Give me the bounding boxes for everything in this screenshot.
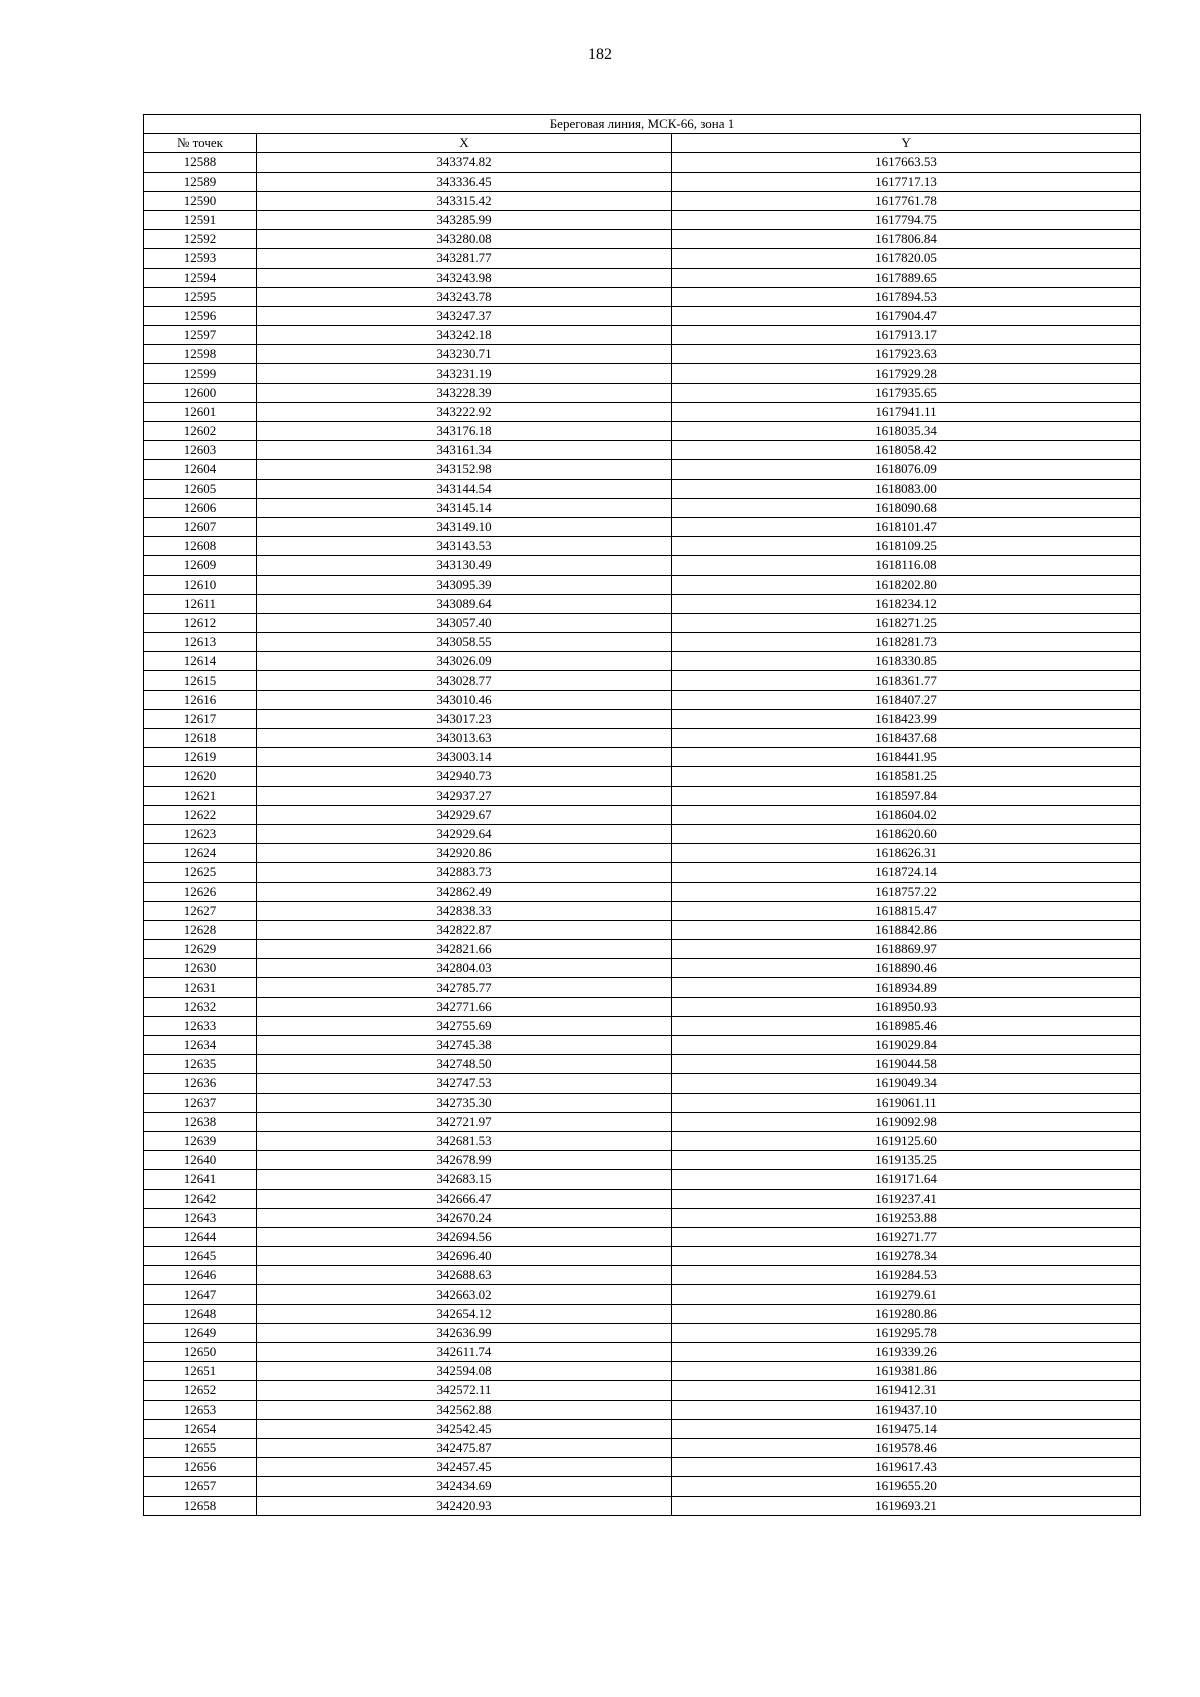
cell-x: 343280.08	[257, 230, 672, 249]
cell-y: 1619693.21	[672, 1496, 1141, 1515]
cell-x: 343374.82	[257, 153, 672, 172]
header-point-number: № точек	[144, 134, 257, 153]
cell-x: 342937.27	[257, 786, 672, 805]
cell-x: 342745.38	[257, 1036, 672, 1055]
cell-x: 343010.46	[257, 690, 672, 709]
cell-y: 1618581.25	[672, 767, 1141, 786]
cell-point-number: 12637	[144, 1093, 257, 1112]
cell-y: 1617663.53	[672, 153, 1141, 172]
cell-point-number: 12604	[144, 460, 257, 479]
cell-y: 1619049.34	[672, 1074, 1141, 1093]
cell-y: 1618934.89	[672, 978, 1141, 997]
cell-point-number: 12622	[144, 805, 257, 824]
cell-point-number: 12608	[144, 537, 257, 556]
cell-y: 1618815.47	[672, 901, 1141, 920]
cell-x: 342654.12	[257, 1304, 672, 1323]
table-row	[144, 844, 1141, 863]
cell-y: 1618724.14	[672, 863, 1141, 882]
cell-x: 343057.40	[257, 613, 672, 632]
cell-x: 343176.18	[257, 422, 672, 441]
table-row	[144, 709, 1141, 728]
cell-x: 342822.87	[257, 920, 672, 939]
cell-x: 342542.45	[257, 1419, 672, 1438]
cell-x: 343149.10	[257, 517, 672, 536]
cell-x: 343003.14	[257, 748, 672, 767]
cell-point-number: 12626	[144, 882, 257, 901]
cell-y: 1619237.41	[672, 1189, 1141, 1208]
cell-y: 1619284.53	[672, 1266, 1141, 1285]
cell-y: 1618842.86	[672, 920, 1141, 939]
cell-y: 1617894.53	[672, 287, 1141, 306]
cell-y: 1617889.65	[672, 268, 1141, 287]
cell-point-number: 12614	[144, 652, 257, 671]
table-row	[144, 863, 1141, 882]
cell-x: 342666.47	[257, 1189, 672, 1208]
cell-point-number: 12628	[144, 920, 257, 939]
cell-y: 1618090.68	[672, 498, 1141, 517]
cell-x: 343095.39	[257, 575, 672, 594]
cell-point-number: 12612	[144, 613, 257, 632]
table-row	[144, 633, 1141, 652]
table-row	[144, 249, 1141, 268]
cell-point-number: 12642	[144, 1189, 257, 1208]
table-row	[144, 1400, 1141, 1419]
cell-point-number: 12592	[144, 230, 257, 249]
cell-x: 343222.92	[257, 402, 672, 421]
cell-point-number: 12597	[144, 326, 257, 345]
cell-y: 1618109.25	[672, 537, 1141, 556]
table-caption: Береговая линия, МСК-66, зона 1	[144, 115, 1141, 134]
cell-point-number: 12636	[144, 1074, 257, 1093]
cell-point-number: 12646	[144, 1266, 257, 1285]
cell-y: 1617904.47	[672, 306, 1141, 325]
cell-point-number: 12607	[144, 517, 257, 536]
cell-y: 1618985.46	[672, 1016, 1141, 1035]
cell-x: 343130.49	[257, 556, 672, 575]
cell-x: 342929.64	[257, 824, 672, 843]
table-row	[144, 191, 1141, 210]
cell-point-number: 12627	[144, 901, 257, 920]
cell-y: 1618869.97	[672, 940, 1141, 959]
table-row	[144, 1227, 1141, 1246]
cell-point-number: 12638	[144, 1112, 257, 1131]
cell-x: 343230.71	[257, 345, 672, 364]
table-row	[144, 1304, 1141, 1323]
cell-y: 1617913.17	[672, 326, 1141, 345]
table-row	[144, 767, 1141, 786]
table-row	[144, 959, 1141, 978]
cell-y: 1619655.20	[672, 1477, 1141, 1496]
table-row	[144, 1093, 1141, 1112]
cell-x: 342683.15	[257, 1170, 672, 1189]
cell-x: 342785.77	[257, 978, 672, 997]
cell-y: 1618950.93	[672, 997, 1141, 1016]
cell-y: 1619029.84	[672, 1036, 1141, 1055]
cell-point-number: 12595	[144, 287, 257, 306]
table-row	[144, 460, 1141, 479]
cell-x: 342636.99	[257, 1323, 672, 1342]
table-row	[144, 402, 1141, 421]
cell-y: 1619475.14	[672, 1419, 1141, 1438]
table-row	[144, 1477, 1141, 1496]
cell-point-number: 12625	[144, 863, 257, 882]
cell-point-number: 12606	[144, 498, 257, 517]
cell-point-number: 12633	[144, 1016, 257, 1035]
cell-point-number: 12641	[144, 1170, 257, 1189]
cell-point-number: 12657	[144, 1477, 257, 1496]
cell-x: 342920.86	[257, 844, 672, 863]
table-row	[144, 306, 1141, 325]
table-row	[144, 1131, 1141, 1150]
table-row	[144, 210, 1141, 229]
cell-y: 1619339.26	[672, 1343, 1141, 1362]
cell-y: 1618361.77	[672, 671, 1141, 690]
cell-x: 343281.77	[257, 249, 672, 268]
cell-point-number: 12644	[144, 1227, 257, 1246]
cell-x: 342771.66	[257, 997, 672, 1016]
table-header-row	[144, 134, 1141, 153]
table-row	[144, 326, 1141, 345]
cell-x: 342457.45	[257, 1458, 672, 1477]
table-row	[144, 748, 1141, 767]
cell-x: 342821.66	[257, 940, 672, 959]
cell-y: 1619280.86	[672, 1304, 1141, 1323]
cell-point-number: 12650	[144, 1343, 257, 1362]
table-row	[144, 287, 1141, 306]
table-row	[144, 1343, 1141, 1362]
table-row	[144, 441, 1141, 460]
cell-y: 1617935.65	[672, 383, 1141, 402]
cell-y: 1619578.46	[672, 1438, 1141, 1457]
cell-x: 343145.14	[257, 498, 672, 517]
table-row	[144, 786, 1141, 805]
cell-point-number: 12621	[144, 786, 257, 805]
cell-point-number: 12647	[144, 1285, 257, 1304]
cell-x: 342681.53	[257, 1131, 672, 1150]
table-row	[144, 882, 1141, 901]
cell-x: 342735.30	[257, 1093, 672, 1112]
table-row	[144, 172, 1141, 191]
cell-y: 1619412.31	[672, 1381, 1141, 1400]
cell-x: 342434.69	[257, 1477, 672, 1496]
cell-x: 342721.97	[257, 1112, 672, 1131]
header-y: Y	[672, 134, 1141, 153]
table-body	[144, 153, 1141, 1515]
cell-point-number: 12613	[144, 633, 257, 652]
cell-x: 343228.39	[257, 383, 672, 402]
cell-point-number: 12598	[144, 345, 257, 364]
cell-point-number: 12594	[144, 268, 257, 287]
cell-x: 343243.78	[257, 287, 672, 306]
cell-point-number: 12634	[144, 1036, 257, 1055]
cell-x: 342475.87	[257, 1438, 672, 1457]
table-row	[144, 1285, 1141, 1304]
cell-point-number: 12591	[144, 210, 257, 229]
cell-y: 1618423.99	[672, 709, 1141, 728]
cell-point-number: 12611	[144, 594, 257, 613]
table-row	[144, 901, 1141, 920]
cell-y: 1618620.60	[672, 824, 1141, 843]
cell-point-number: 12632	[144, 997, 257, 1016]
cell-x: 343242.18	[257, 326, 672, 345]
cell-y: 1619253.88	[672, 1208, 1141, 1227]
cell-y: 1618035.34	[672, 422, 1141, 441]
cell-point-number: 12624	[144, 844, 257, 863]
cell-x: 342755.69	[257, 1016, 672, 1035]
cell-y: 1618626.31	[672, 844, 1141, 863]
cell-x: 342663.02	[257, 1285, 672, 1304]
cell-y: 1619092.98	[672, 1112, 1141, 1131]
cell-x: 343336.45	[257, 172, 672, 191]
table-row	[144, 1496, 1141, 1515]
table-row	[144, 575, 1141, 594]
table-row	[144, 498, 1141, 517]
table-row	[144, 153, 1141, 172]
table-row	[144, 1170, 1141, 1189]
cell-x: 342594.08	[257, 1362, 672, 1381]
cell-y: 1618330.85	[672, 652, 1141, 671]
cell-point-number: 12654	[144, 1419, 257, 1438]
cell-x: 343285.99	[257, 210, 672, 229]
cell-point-number: 12652	[144, 1381, 257, 1400]
cell-x: 343089.64	[257, 594, 672, 613]
table-row	[144, 1323, 1141, 1342]
cell-y: 1617929.28	[672, 364, 1141, 383]
cell-point-number: 12618	[144, 729, 257, 748]
cell-x: 342688.63	[257, 1266, 672, 1285]
table-row	[144, 364, 1141, 383]
cell-point-number: 12623	[144, 824, 257, 843]
table-row	[144, 1458, 1141, 1477]
table-row	[144, 690, 1141, 709]
cell-point-number: 12602	[144, 422, 257, 441]
cell-x: 343243.98	[257, 268, 672, 287]
cell-y: 1618202.80	[672, 575, 1141, 594]
cell-point-number: 12645	[144, 1247, 257, 1266]
cell-y: 1617941.11	[672, 402, 1141, 421]
table-row	[144, 1074, 1141, 1093]
cell-y: 1618437.68	[672, 729, 1141, 748]
cell-point-number: 12619	[144, 748, 257, 767]
table-row	[144, 1036, 1141, 1055]
cell-point-number: 12653	[144, 1400, 257, 1419]
cell-point-number: 12655	[144, 1438, 257, 1457]
cell-y: 1619135.25	[672, 1151, 1141, 1170]
table-row	[144, 671, 1141, 690]
cell-x: 343017.23	[257, 709, 672, 728]
cell-x: 343058.55	[257, 633, 672, 652]
cell-x: 342694.56	[257, 1227, 672, 1246]
cell-point-number: 12630	[144, 959, 257, 978]
cell-x: 342611.74	[257, 1343, 672, 1362]
cell-point-number: 12649	[144, 1323, 257, 1342]
cell-point-number: 12617	[144, 709, 257, 728]
cell-y: 1618083.00	[672, 479, 1141, 498]
cell-y: 1618407.27	[672, 690, 1141, 709]
cell-point-number: 12601	[144, 402, 257, 421]
coordinates-table	[143, 114, 1141, 1516]
table-row	[144, 920, 1141, 939]
cell-point-number: 12603	[144, 441, 257, 460]
table-row	[144, 613, 1141, 632]
cell-x: 343028.77	[257, 671, 672, 690]
table-row	[144, 517, 1141, 536]
table-row	[144, 940, 1141, 959]
table-row	[144, 824, 1141, 843]
cell-y: 1619279.61	[672, 1285, 1141, 1304]
cell-x: 342748.50	[257, 1055, 672, 1074]
cell-point-number: 12600	[144, 383, 257, 402]
cell-y: 1618281.73	[672, 633, 1141, 652]
cell-x: 342572.11	[257, 1381, 672, 1400]
cell-y: 1618757.22	[672, 882, 1141, 901]
table-row	[144, 1381, 1141, 1400]
table-row	[144, 1438, 1141, 1457]
cell-point-number: 12609	[144, 556, 257, 575]
cell-x: 343143.53	[257, 537, 672, 556]
cell-point-number: 12656	[144, 1458, 257, 1477]
cell-x: 343026.09	[257, 652, 672, 671]
cell-x: 343144.54	[257, 479, 672, 498]
cell-x: 342838.33	[257, 901, 672, 920]
cell-x: 342883.73	[257, 863, 672, 882]
cell-x: 342940.73	[257, 767, 672, 786]
table-row	[144, 1247, 1141, 1266]
cell-y: 1619171.64	[672, 1170, 1141, 1189]
cell-y: 1617794.75	[672, 210, 1141, 229]
cell-y: 1619617.43	[672, 1458, 1141, 1477]
cell-point-number: 12629	[144, 940, 257, 959]
cell-point-number: 12648	[144, 1304, 257, 1323]
cell-y: 1619125.60	[672, 1131, 1141, 1150]
table-row	[144, 1208, 1141, 1227]
cell-x: 342804.03	[257, 959, 672, 978]
cell-y: 1619437.10	[672, 1400, 1141, 1419]
cell-y: 1617923.63	[672, 345, 1141, 364]
cell-y: 1617717.13	[672, 172, 1141, 191]
cell-point-number: 12596	[144, 306, 257, 325]
cell-point-number: 12610	[144, 575, 257, 594]
table-row	[144, 997, 1141, 1016]
cell-y: 1618271.25	[672, 613, 1141, 632]
table-row	[144, 422, 1141, 441]
cell-x: 343315.42	[257, 191, 672, 210]
cell-point-number: 12639	[144, 1131, 257, 1150]
cell-x: 343231.19	[257, 364, 672, 383]
cell-point-number: 12616	[144, 690, 257, 709]
cell-x: 343152.98	[257, 460, 672, 479]
cell-y: 1619295.78	[672, 1323, 1141, 1342]
cell-y: 1619271.77	[672, 1227, 1141, 1246]
cell-point-number: 12593	[144, 249, 257, 268]
table-row	[144, 1419, 1141, 1438]
cell-y: 1619061.11	[672, 1093, 1141, 1112]
table-row	[144, 537, 1141, 556]
cell-x: 342678.99	[257, 1151, 672, 1170]
cell-y: 1618597.84	[672, 786, 1141, 805]
table-row	[144, 230, 1141, 249]
cell-x: 342929.67	[257, 805, 672, 824]
cell-point-number: 12605	[144, 479, 257, 498]
cell-point-number: 12643	[144, 1208, 257, 1227]
table-row	[144, 556, 1141, 575]
table-row	[144, 345, 1141, 364]
cell-y: 1618890.46	[672, 959, 1141, 978]
cell-point-number: 12635	[144, 1055, 257, 1074]
cell-y: 1619381.86	[672, 1362, 1141, 1381]
cell-y: 1618101.47	[672, 517, 1141, 536]
table-row	[144, 1266, 1141, 1285]
cell-y: 1619278.34	[672, 1247, 1141, 1266]
cell-y: 1618116.08	[672, 556, 1141, 575]
cell-y: 1618234.12	[672, 594, 1141, 613]
cell-x: 342670.24	[257, 1208, 672, 1227]
cell-point-number: 12631	[144, 978, 257, 997]
table-row	[144, 1055, 1141, 1074]
table-caption-row	[144, 115, 1141, 134]
table-row	[144, 1016, 1141, 1035]
table-row	[144, 594, 1141, 613]
header-x: X	[257, 134, 672, 153]
cell-point-number: 12658	[144, 1496, 257, 1515]
cell-x: 342420.93	[257, 1496, 672, 1515]
cell-x: 343013.63	[257, 729, 672, 748]
cell-y: 1618604.02	[672, 805, 1141, 824]
cell-x: 342747.53	[257, 1074, 672, 1093]
cell-x: 343247.37	[257, 306, 672, 325]
cell-point-number: 12590	[144, 191, 257, 210]
cell-y: 1619044.58	[672, 1055, 1141, 1074]
table-row	[144, 268, 1141, 287]
cell-y: 1617806.84	[672, 230, 1141, 249]
table-row	[144, 383, 1141, 402]
table-row	[144, 978, 1141, 997]
cell-y: 1618058.42	[672, 441, 1141, 460]
cell-y: 1618076.09	[672, 460, 1141, 479]
table-row	[144, 479, 1141, 498]
cell-y: 1618441.95	[672, 748, 1141, 767]
table-row	[144, 1362, 1141, 1381]
cell-point-number: 12615	[144, 671, 257, 690]
table-row	[144, 1151, 1141, 1170]
cell-x: 342562.88	[257, 1400, 672, 1419]
cell-x: 342862.49	[257, 882, 672, 901]
cell-point-number: 12651	[144, 1362, 257, 1381]
table-row	[144, 1189, 1141, 1208]
cell-y: 1617820.05	[672, 249, 1141, 268]
cell-point-number: 12588	[144, 153, 257, 172]
table-row	[144, 652, 1141, 671]
cell-x: 343161.34	[257, 441, 672, 460]
cell-point-number: 12640	[144, 1151, 257, 1170]
cell-point-number: 12620	[144, 767, 257, 786]
cell-y: 1617761.78	[672, 191, 1141, 210]
page-number: 182	[588, 46, 612, 63]
cell-point-number: 12599	[144, 364, 257, 383]
cell-x: 342696.40	[257, 1247, 672, 1266]
table-row	[144, 1112, 1141, 1131]
cell-point-number: 12589	[144, 172, 257, 191]
table-row	[144, 805, 1141, 824]
table-row	[144, 729, 1141, 748]
